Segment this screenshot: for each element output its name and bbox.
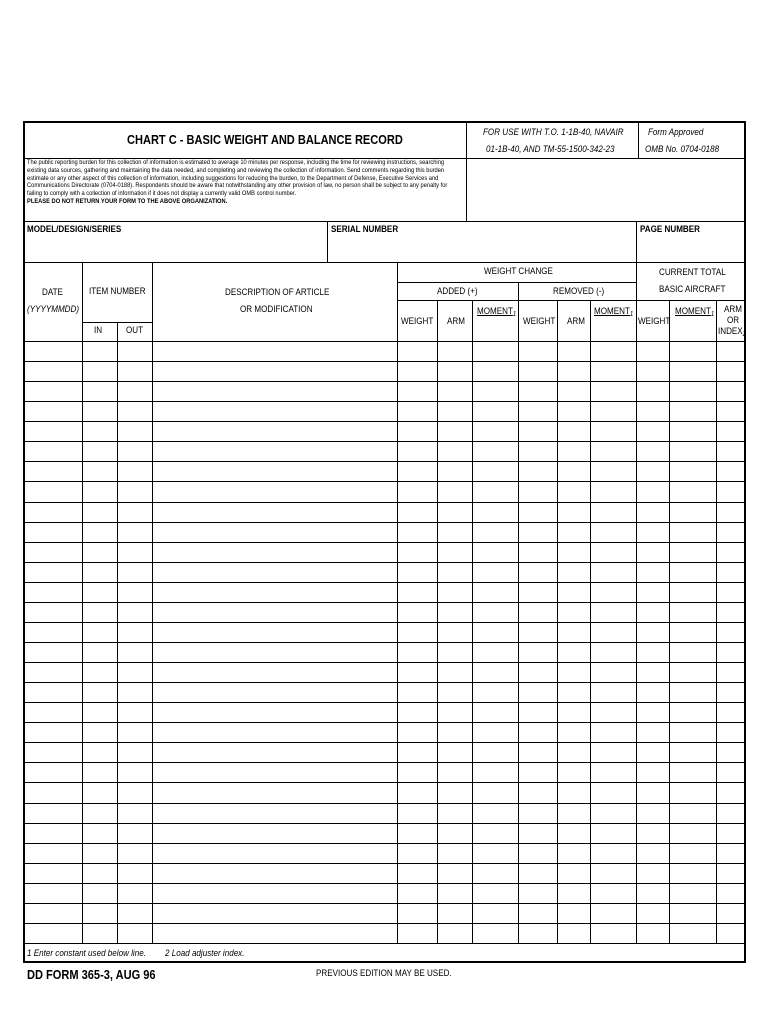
previous-edition-note: PREVIOUS EDITION MAY BE USED. xyxy=(316,968,452,979)
table-row xyxy=(23,762,746,763)
table-row xyxy=(23,441,746,442)
arm-or-index-line2: OR xyxy=(727,315,740,326)
removed-moment-header xyxy=(594,307,633,317)
table-row xyxy=(23,542,746,543)
table-row xyxy=(23,562,746,563)
id-divider-1 xyxy=(327,221,328,262)
date-format: (YYYYMMDD) xyxy=(27,304,80,315)
column-divider xyxy=(117,322,118,943)
table-row xyxy=(23,722,746,723)
table-row xyxy=(23,903,746,904)
table-row xyxy=(23,502,746,503)
item-number-header: ITEM NUMBER xyxy=(89,286,146,297)
use-with-line2: 01-1B-40, AND TM-55-1500-342-23 xyxy=(486,144,615,155)
id-rule xyxy=(23,262,746,263)
table-row xyxy=(23,923,746,924)
table-row xyxy=(23,843,746,844)
table-row xyxy=(23,381,746,382)
out-header: OUT xyxy=(126,325,144,336)
table-row xyxy=(23,361,746,362)
removed-header: REMOVED (-) xyxy=(553,286,605,297)
form-identifier: DD FORM 365-3, AUG 96 xyxy=(27,967,156,982)
index-note: 2 xyxy=(742,331,747,338)
footnote-rule xyxy=(23,943,746,944)
model-design-series-label: MODEL/DESIGN/SERIES xyxy=(27,224,122,235)
arm-or-index-line3 xyxy=(718,327,746,337)
total-moment-note: 1 xyxy=(710,311,715,318)
omb-number: OMB No. 0704-0188 xyxy=(645,144,720,155)
do-not-return-notice: PLEASE DO NOT RETURN YOUR FORM TO THE ABOVE ORGANIZATION. xyxy=(27,197,228,205)
removed-weight-header: WEIGHT xyxy=(523,316,556,327)
table-row xyxy=(23,702,746,703)
removed-moment-note: 1 xyxy=(629,311,634,318)
added-moment-label: MOMENT xyxy=(477,306,513,317)
current-total-header-line1: CURRENT TOTAL xyxy=(659,267,726,278)
id-divider-2 xyxy=(636,221,637,262)
table-row xyxy=(23,642,746,643)
current-total-rule xyxy=(636,300,746,301)
header-divider-1 xyxy=(466,121,467,221)
footnote-2: 2 Load adjuster index. xyxy=(165,948,245,959)
table-row xyxy=(23,682,746,683)
table-row xyxy=(23,582,746,583)
burden-notice xyxy=(27,159,462,206)
added-header: ADDED (+) xyxy=(437,286,478,297)
table-row xyxy=(23,863,746,864)
table-row xyxy=(23,823,746,824)
added-arm-header: ARM xyxy=(447,316,465,327)
form-title: CHART C - BASIC WEIGHT AND BALANCE RECORD xyxy=(127,132,403,147)
arm-or-index-line1: ARM xyxy=(724,304,742,315)
table-row xyxy=(23,421,746,422)
table-row xyxy=(23,742,746,743)
table-row xyxy=(23,602,746,603)
header-bottom-rule xyxy=(23,341,746,342)
table-row xyxy=(23,522,746,523)
burden-notice-text: The public reporting burden for this collection of information is estimated to average 10 minutes per response, including the time for reviewing instructions, searching existing data sources, gathering and maintaining the data needed, and completing and reviewing the collection of information. Send comments regarding this burden estimate or any other aspect of this collection of information, including suggestions for reducing the burden, to the Department of Defense, Executive Services and Communications Directorate (0704-0188). Respondents should be aware that notwithstanding any other provision of law, no person shall be subject to any penalty for failing to comply with a collection of information if it does not display a currently valid OMB control number. xyxy=(27,159,448,198)
description-header-line2: OR MODIFICATION xyxy=(240,304,313,315)
table-row xyxy=(23,803,746,804)
removed-arm-header: ARM xyxy=(567,316,585,327)
added-moment-header xyxy=(477,307,516,317)
added-moment-note: 1 xyxy=(512,311,517,318)
notice-rule xyxy=(23,221,746,222)
header-divider-2 xyxy=(638,121,639,159)
weight-change-rule xyxy=(397,282,636,283)
table-row xyxy=(23,622,746,623)
table-row xyxy=(23,461,746,462)
weight-change-header: WEIGHT CHANGE xyxy=(484,266,553,277)
footnote-1: 1 Enter constant used below line. xyxy=(27,948,146,959)
table-row xyxy=(23,782,746,783)
added-removed-rule xyxy=(397,300,636,301)
total-weight-header: WEIGHT xyxy=(638,316,671,327)
form-approved: Form Approved xyxy=(648,127,704,138)
page-number-label: PAGE NUMBER xyxy=(640,224,700,235)
table-row xyxy=(23,883,746,884)
table-row xyxy=(23,662,746,663)
serial-number-label: SERIAL NUMBER xyxy=(331,224,399,235)
date-header: DATE xyxy=(42,287,63,298)
table-row xyxy=(23,401,746,402)
removed-moment-label: MOMENT xyxy=(594,306,630,317)
total-moment-label: MOMENT xyxy=(675,306,711,317)
description-header-line1: DESCRIPTION OF ARTICLE xyxy=(225,287,330,298)
current-total-header-line2: BASIC AIRCRAFT xyxy=(659,284,726,295)
use-with-line1: FOR USE WITH T.O. 1-1B-40, NAVAIR xyxy=(483,127,624,138)
arm-or-index-label: INDEX xyxy=(718,326,743,337)
added-weight-header: WEIGHT xyxy=(401,316,434,327)
in-header: IN xyxy=(94,325,103,336)
total-moment-header xyxy=(675,307,714,317)
table-row xyxy=(23,481,746,482)
